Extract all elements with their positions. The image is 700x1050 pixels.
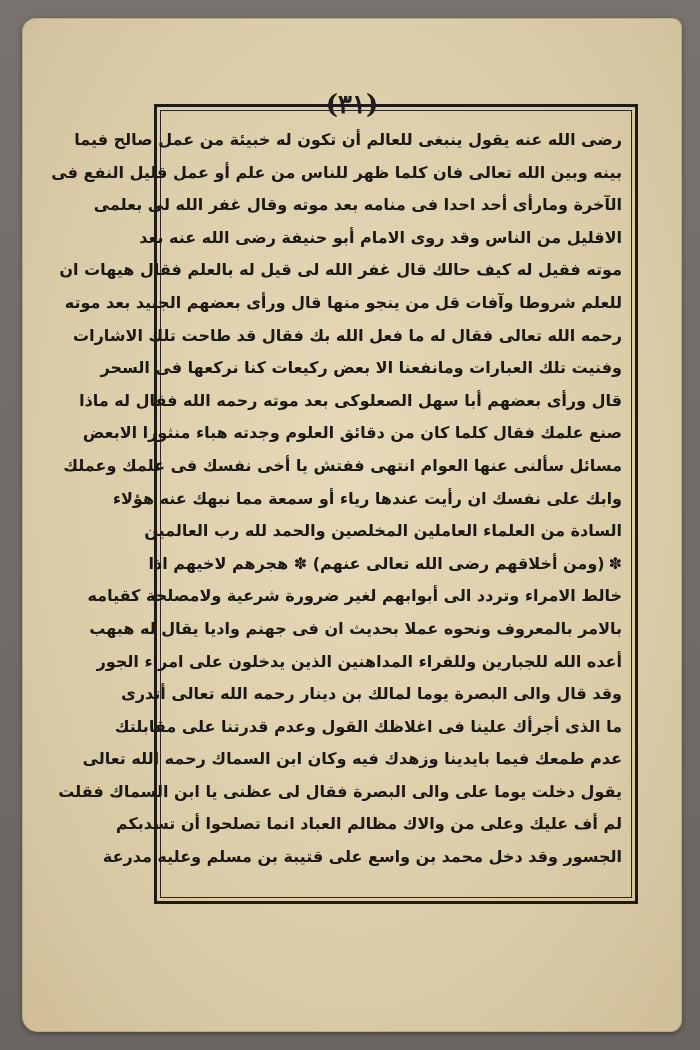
text-line: لم أف عليك وعلى من والاك مظالم العباد انما تصلحوا أن تسدبكم bbox=[115, 814, 622, 834]
text-line: وابك على نفسك ان رأيت عندها رياء أو سمعة مما نبهك عنه هؤلاء bbox=[112, 488, 622, 508]
text-line: للعلم شروطا وآفات قل من ينجو منها قال ورأى بعضهم الجنيد بعد موته bbox=[64, 292, 622, 312]
text-line: ما الذى أجرأك علينا فى اغلاظك القول وعدم قدرتنا على مقابلتك bbox=[114, 716, 622, 736]
text-line: أعده الله للجبارين وللقراء المداهنين الذين يدخلون على امراء الجور bbox=[96, 651, 622, 671]
section-marker-icon: ✽ bbox=[608, 553, 622, 573]
text-line: موته فقيل له كيف حالك قال غفر الله لى قيل له بالعلم فقال هيهات ان bbox=[59, 260, 622, 280]
text-line: بالامر بالمعروف ونحوه عملا بحديث ان فى جهنم واديا يقال له هبهب bbox=[89, 618, 622, 638]
text-line: عدم طمعك فيما بايدينا وزهدك فيه وكان ابن السماك رحمه الله تعالى bbox=[82, 749, 622, 769]
section-heading-line bbox=[148, 548, 622, 581]
text-line: الآخرة ومارأى أحد احدا فى منامه بعد موته وقال غفر الله لى بعلمى bbox=[93, 195, 622, 215]
text-line: الاقليل من الناس وقد روى الامام أبو حنيفة رضى الله عنه بعد bbox=[139, 227, 622, 247]
text-line: بينه وبين الله تعالى فان كلما ظهر للناس من علم أو عمل قليل النفع فى bbox=[51, 162, 622, 182]
text-line: خالط الامراء وتردد الى أبوابهم لغير ضرورة شرعية ولامصلحة كقيامه bbox=[87, 586, 622, 606]
text-line: رضى الله عنه يقول ينبغى للعالم أن تكون له خبيئة من عمل صالح فيما bbox=[74, 130, 622, 149]
text-line: وفنيت تلك العبارات ومانفعنا الا بعض ركيعات كنا نركعها فى السحر bbox=[100, 358, 622, 378]
text-line: صنع علمك فقال كلما كان من دقائق العلوم وجدته هباء منثورا الابعض bbox=[82, 423, 622, 443]
text-line: مسائل سألنى عنها العوام انتهى ففتش يا أخى نفسك فى علمك وعملك bbox=[63, 455, 622, 475]
text-line: يقول دخلت يوما على والى البصرة فقال لى عظنى يا ابن السماك فقلت bbox=[58, 781, 622, 801]
text-line: الجسور وقد دخل محمد بن واسع على قتيبة بن مسلم وعليه مدرعة bbox=[102, 847, 622, 867]
text-line: وقد قال والى البصرة يوما لمالك بن دينار رحمه الله تعالى أتدرى bbox=[121, 684, 622, 704]
page-number: (٣١) bbox=[325, 90, 379, 120]
text-line: قال ورأى بعضهم أبا سهل الصعلوكى بعد موته رحمه الله فقال له ماذا bbox=[79, 390, 622, 410]
arabic-text-block bbox=[51, 124, 622, 894]
section-heading-text: (ومن أخلاقهم رضى الله تعالى عنهم) ✽ هجرهم لاخيهم اذا bbox=[148, 553, 605, 573]
text-line: رحمه الله تعالى فقال له ما فعل الله بك فقال قد طاحت تلك الاشارات bbox=[73, 325, 622, 345]
text-line: السادة من العلماء العاملين المخلصين والحمد لله رب العالمين bbox=[144, 521, 622, 541]
